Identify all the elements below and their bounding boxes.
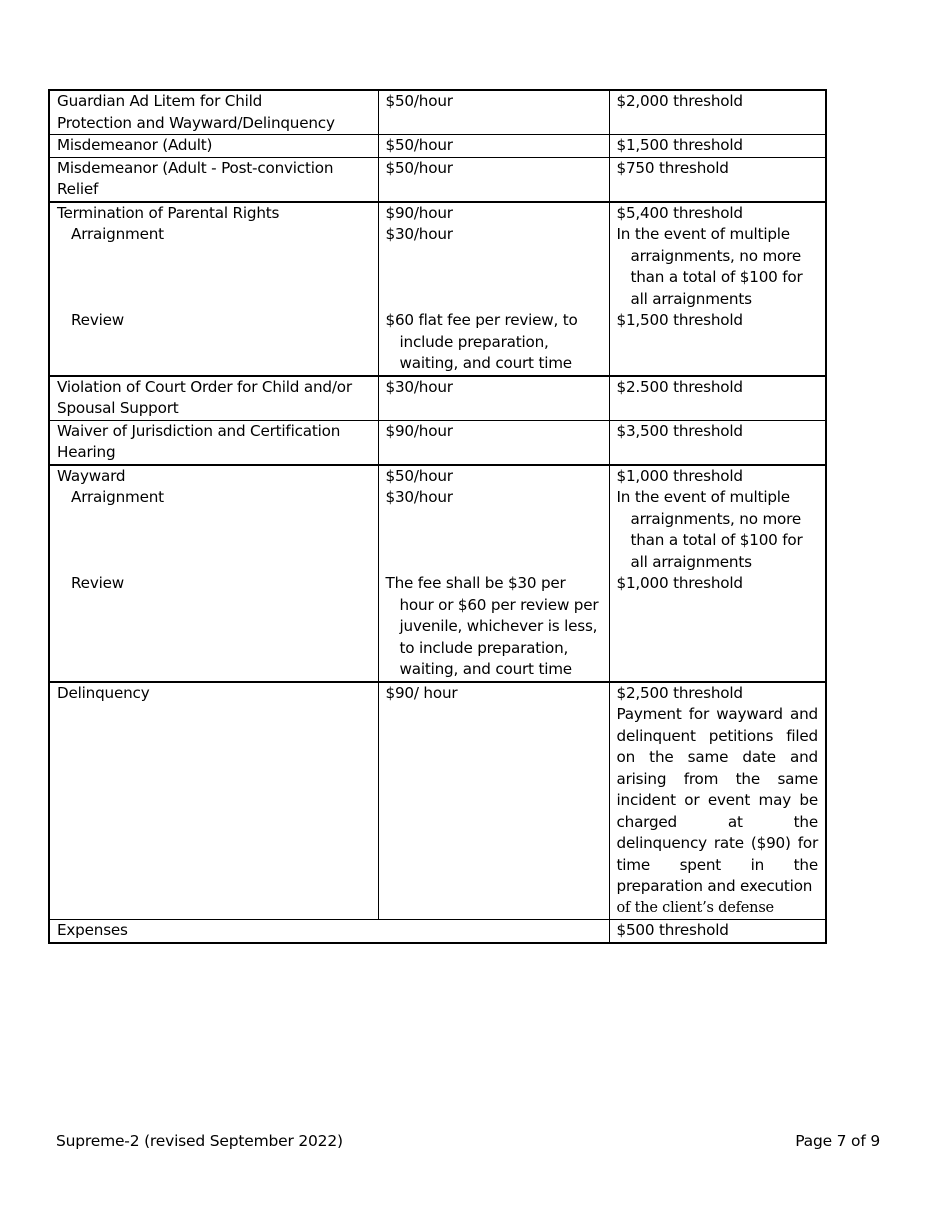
review-rate: The fee shall be $30 per hour or $60 per review per juvenile, whichever is less, to include preparation, waiting, and court time bbox=[385, 574, 599, 678]
threshold-cell bbox=[609, 376, 826, 421]
rate-value: $30/hour bbox=[385, 377, 453, 396]
service-cell bbox=[49, 202, 378, 376]
threshold-cell bbox=[609, 420, 826, 465]
rate-value: $50/hour bbox=[385, 158, 453, 177]
service-cell bbox=[49, 376, 378, 421]
footer-page-number: Page 7 of 9 bbox=[795, 1132, 880, 1150]
threshold-cell bbox=[609, 90, 826, 135]
rate-cell bbox=[378, 202, 609, 376]
service-label: Guardian Ad Litem for Child bbox=[57, 92, 263, 110]
rate-value: $90/hour bbox=[385, 421, 453, 440]
table-row bbox=[49, 202, 826, 376]
service-label: Termination of Parental Rights bbox=[57, 203, 280, 222]
rate-cell bbox=[378, 135, 609, 158]
rate-value: $50/hour bbox=[385, 136, 453, 154]
table-row bbox=[49, 420, 826, 465]
service-label: Misdemeanor (Adult - Post-conviction bbox=[57, 158, 334, 177]
threshold-value: $3,500 threshold bbox=[616, 421, 743, 440]
service-label: Protection and Wayward/Delinquency bbox=[57, 113, 335, 132]
service-cell bbox=[49, 420, 378, 465]
review-threshold: $1,500 threshold bbox=[616, 311, 743, 329]
rate-cell bbox=[378, 90, 609, 135]
service-cell bbox=[49, 90, 378, 135]
sub-service-review: Review bbox=[71, 311, 124, 329]
footer-revision: Supreme-2 (revised September 2022) bbox=[56, 1132, 343, 1150]
threshold-cell bbox=[609, 465, 826, 682]
rate-cell bbox=[378, 420, 609, 465]
rate-value: $90/hour bbox=[385, 203, 453, 222]
fee-schedule-table bbox=[48, 89, 827, 944]
arraignment-rate: $30/hour bbox=[385, 488, 453, 506]
threshold-value: $1,500 threshold bbox=[616, 136, 743, 154]
payment-note-end: of the client’s defense bbox=[616, 899, 774, 916]
rate-cell bbox=[378, 682, 609, 920]
service-cell bbox=[49, 920, 609, 943]
threshold-cell bbox=[609, 135, 826, 158]
threshold-value: $750 threshold bbox=[616, 158, 729, 177]
review-rate: $60 flat fee per review, to include preparation, waiting, and court time bbox=[385, 311, 578, 372]
service-cell bbox=[49, 135, 378, 158]
table-row bbox=[49, 465, 826, 682]
service-label: Relief bbox=[57, 180, 99, 198]
threshold-cell bbox=[609, 682, 826, 920]
table-row bbox=[49, 376, 826, 421]
threshold-value: $500 threshold bbox=[616, 921, 729, 939]
service-label: Hearing bbox=[57, 443, 116, 461]
sub-service-review: Review bbox=[71, 574, 124, 592]
arraignment-threshold: In the event of multiple arraignments, no more than a total of $100 for all arraignments bbox=[616, 488, 803, 571]
sub-service-arraignment: Arraignment bbox=[71, 488, 164, 506]
payment-note: Payment for wayward and delinquent petitions filed on the same date and arising from the same incident or event may be charged at the delinquency rate ($90) for time spent in the preparation and execution bbox=[616, 705, 818, 895]
threshold-value: $2,000 threshold bbox=[616, 92, 743, 110]
rate-cell bbox=[378, 157, 609, 202]
service-label: Misdemeanor (Adult) bbox=[57, 136, 213, 154]
table-row bbox=[49, 920, 826, 943]
threshold-cell bbox=[609, 920, 826, 943]
rate-cell bbox=[378, 465, 609, 682]
threshold-cell bbox=[609, 202, 826, 376]
rate-value: $50/hour bbox=[385, 466, 453, 485]
rate-value: $90/ hour bbox=[385, 683, 458, 702]
service-cell bbox=[49, 465, 378, 682]
review-threshold: $1,000 threshold bbox=[616, 574, 743, 592]
threshold-value: $5,400 threshold bbox=[616, 203, 743, 222]
service-label: Violation of Court Order for Child and/or bbox=[57, 377, 352, 396]
table-row bbox=[49, 682, 826, 920]
service-label: Expenses bbox=[57, 921, 128, 939]
table-row bbox=[49, 90, 826, 135]
service-label: Waiver of Jurisdiction and Certification bbox=[57, 421, 341, 440]
arraignment-rate: $30/hour bbox=[385, 225, 453, 243]
sub-service-arraignment: Arraignment bbox=[71, 225, 164, 243]
service-label: Spousal Support bbox=[57, 399, 179, 417]
rate-value: $50/hour bbox=[385, 92, 453, 110]
threshold-value: $2,500 threshold bbox=[616, 683, 743, 702]
service-cell bbox=[49, 682, 378, 920]
threshold-value: $1,000 threshold bbox=[616, 466, 743, 485]
table-row bbox=[49, 135, 826, 158]
threshold-cell bbox=[609, 157, 826, 202]
service-cell bbox=[49, 157, 378, 202]
service-label: Wayward bbox=[57, 466, 126, 485]
threshold-value: $2.500 threshold bbox=[616, 377, 743, 396]
arraignment-threshold: In the event of multiple arraignments, no more than a total of $100 for all arraignments bbox=[616, 225, 803, 308]
rate-cell bbox=[378, 376, 609, 421]
service-label: Delinquency bbox=[57, 683, 150, 702]
table-row bbox=[49, 157, 826, 202]
